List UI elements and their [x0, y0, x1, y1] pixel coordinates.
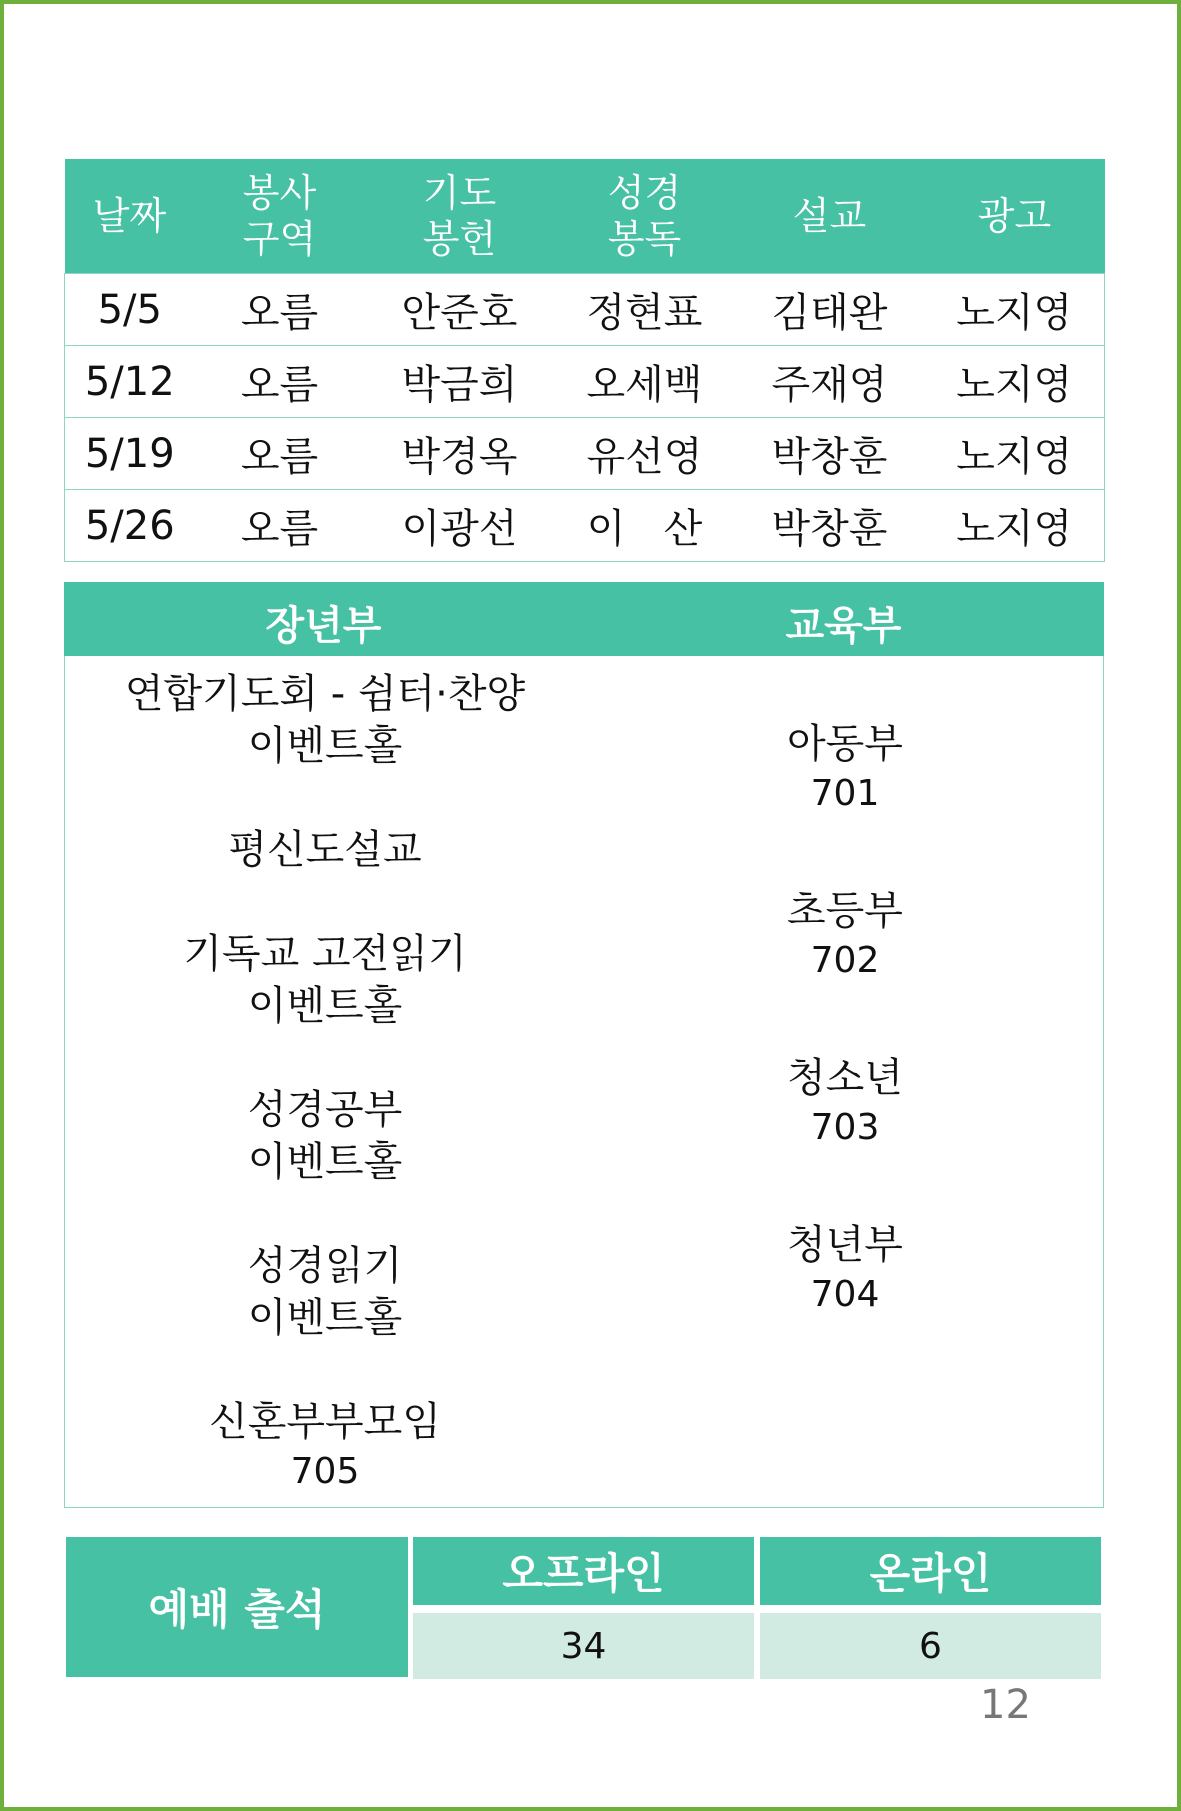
cell-scripture-reading: 이 산 [555, 490, 735, 562]
cell-date: 5/19 [65, 418, 195, 490]
list-item [65, 1396, 585, 1496]
list-item [585, 718, 1105, 818]
table-row [65, 274, 1105, 346]
entry-room: 701 [810, 773, 880, 814]
entry-room: 이벤트홀 [247, 723, 403, 769]
online-count: 6 [760, 1613, 1101, 1679]
list-item [65, 928, 585, 1032]
cell-announcement: 노지영 [925, 418, 1105, 490]
cell-scripture-reading: 유선영 [555, 418, 735, 490]
entry-name: 평신도설교 [228, 827, 422, 873]
entry-room: 702 [810, 940, 880, 981]
list-item [65, 824, 585, 876]
list-item [585, 1052, 1105, 1152]
entry-name: 초등부 [787, 888, 903, 934]
offline-count: 34 [413, 1613, 754, 1679]
header-prayer-offering: 기도 봉헌 [365, 159, 555, 274]
header-date: 날짜 [65, 159, 195, 274]
entry-name: 연합기도회 - 쉼터·찬양 [124, 671, 526, 717]
list-item [65, 1084, 585, 1188]
header-service-area: 봉사 구역 [195, 159, 365, 274]
entry-name: 기독교 고전읽기 [183, 931, 467, 977]
table-row [65, 490, 1105, 562]
entry-room: 이벤트홀 [247, 1139, 403, 1185]
cell-prayer-offering: 이광선 [365, 490, 555, 562]
list-item [65, 1240, 585, 1344]
entry-name: 청년부 [787, 1222, 903, 1268]
header-scripture-reading: 성경 봉독 [555, 159, 735, 274]
cell-sermon: 주재영 [735, 346, 925, 418]
cell-scripture-reading: 오세백 [555, 346, 735, 418]
service-schedule-table [64, 159, 1105, 562]
entry-name: 신혼부부모임 [209, 1399, 441, 1445]
education-department-list [585, 718, 1105, 1319]
entry-name: 아동부 [787, 721, 903, 767]
entry-room: 이벤트홀 [247, 1295, 403, 1341]
header-sermon: 설교 [735, 159, 925, 274]
entry-room: 이벤트홀 [247, 983, 403, 1029]
entry-room: 703 [810, 1107, 880, 1148]
cell-sermon: 김태완 [735, 274, 925, 346]
list-item [585, 1219, 1105, 1319]
entry-name: 청소년 [787, 1055, 903, 1101]
offline-header: 오프라인 [413, 1537, 754, 1605]
cell-service-area: 오름 [195, 274, 365, 346]
adult-department-list [65, 668, 585, 1496]
cell-date: 5/5 [65, 274, 195, 346]
entry-name: 성경읽기 [247, 1243, 403, 1289]
page-number: 12 [980, 1682, 1031, 1728]
entry-room: 704 [810, 1274, 880, 1315]
cell-announcement: 노지영 [925, 274, 1105, 346]
department-box [64, 582, 1104, 1508]
cell-service-area: 오름 [195, 418, 365, 490]
schedule-header-row [65, 159, 1105, 274]
cell-prayer-offering: 박경옥 [365, 418, 555, 490]
cell-prayer-offering: 안준호 [365, 274, 555, 346]
cell-announcement: 노지영 [925, 346, 1105, 418]
cell-sermon: 박창훈 [735, 418, 925, 490]
entry-room: 705 [290, 1451, 360, 1492]
cell-scripture-reading: 정현표 [555, 274, 735, 346]
list-item [65, 668, 585, 772]
entry-name: 성경공부 [247, 1087, 403, 1133]
online-header: 온라인 [760, 1537, 1101, 1605]
header-announcement: 광고 [925, 159, 1105, 274]
cell-service-area: 오름 [195, 346, 365, 418]
cell-sermon: 박창훈 [735, 490, 925, 562]
table-row [65, 418, 1105, 490]
attendance-label: 예배 출석 [66, 1537, 408, 1677]
list-item [585, 885, 1105, 985]
cell-announcement: 노지영 [925, 490, 1105, 562]
table-row [65, 346, 1105, 418]
cell-date: 5/26 [65, 490, 195, 562]
cell-prayer-offering: 박금희 [365, 346, 555, 418]
adult-department-title: 장년부 [265, 602, 382, 649]
education-department-title: 교육부 [785, 602, 902, 649]
cell-service-area: 오름 [195, 490, 365, 562]
department-header [64, 582, 1104, 656]
cell-date: 5/12 [65, 346, 195, 418]
